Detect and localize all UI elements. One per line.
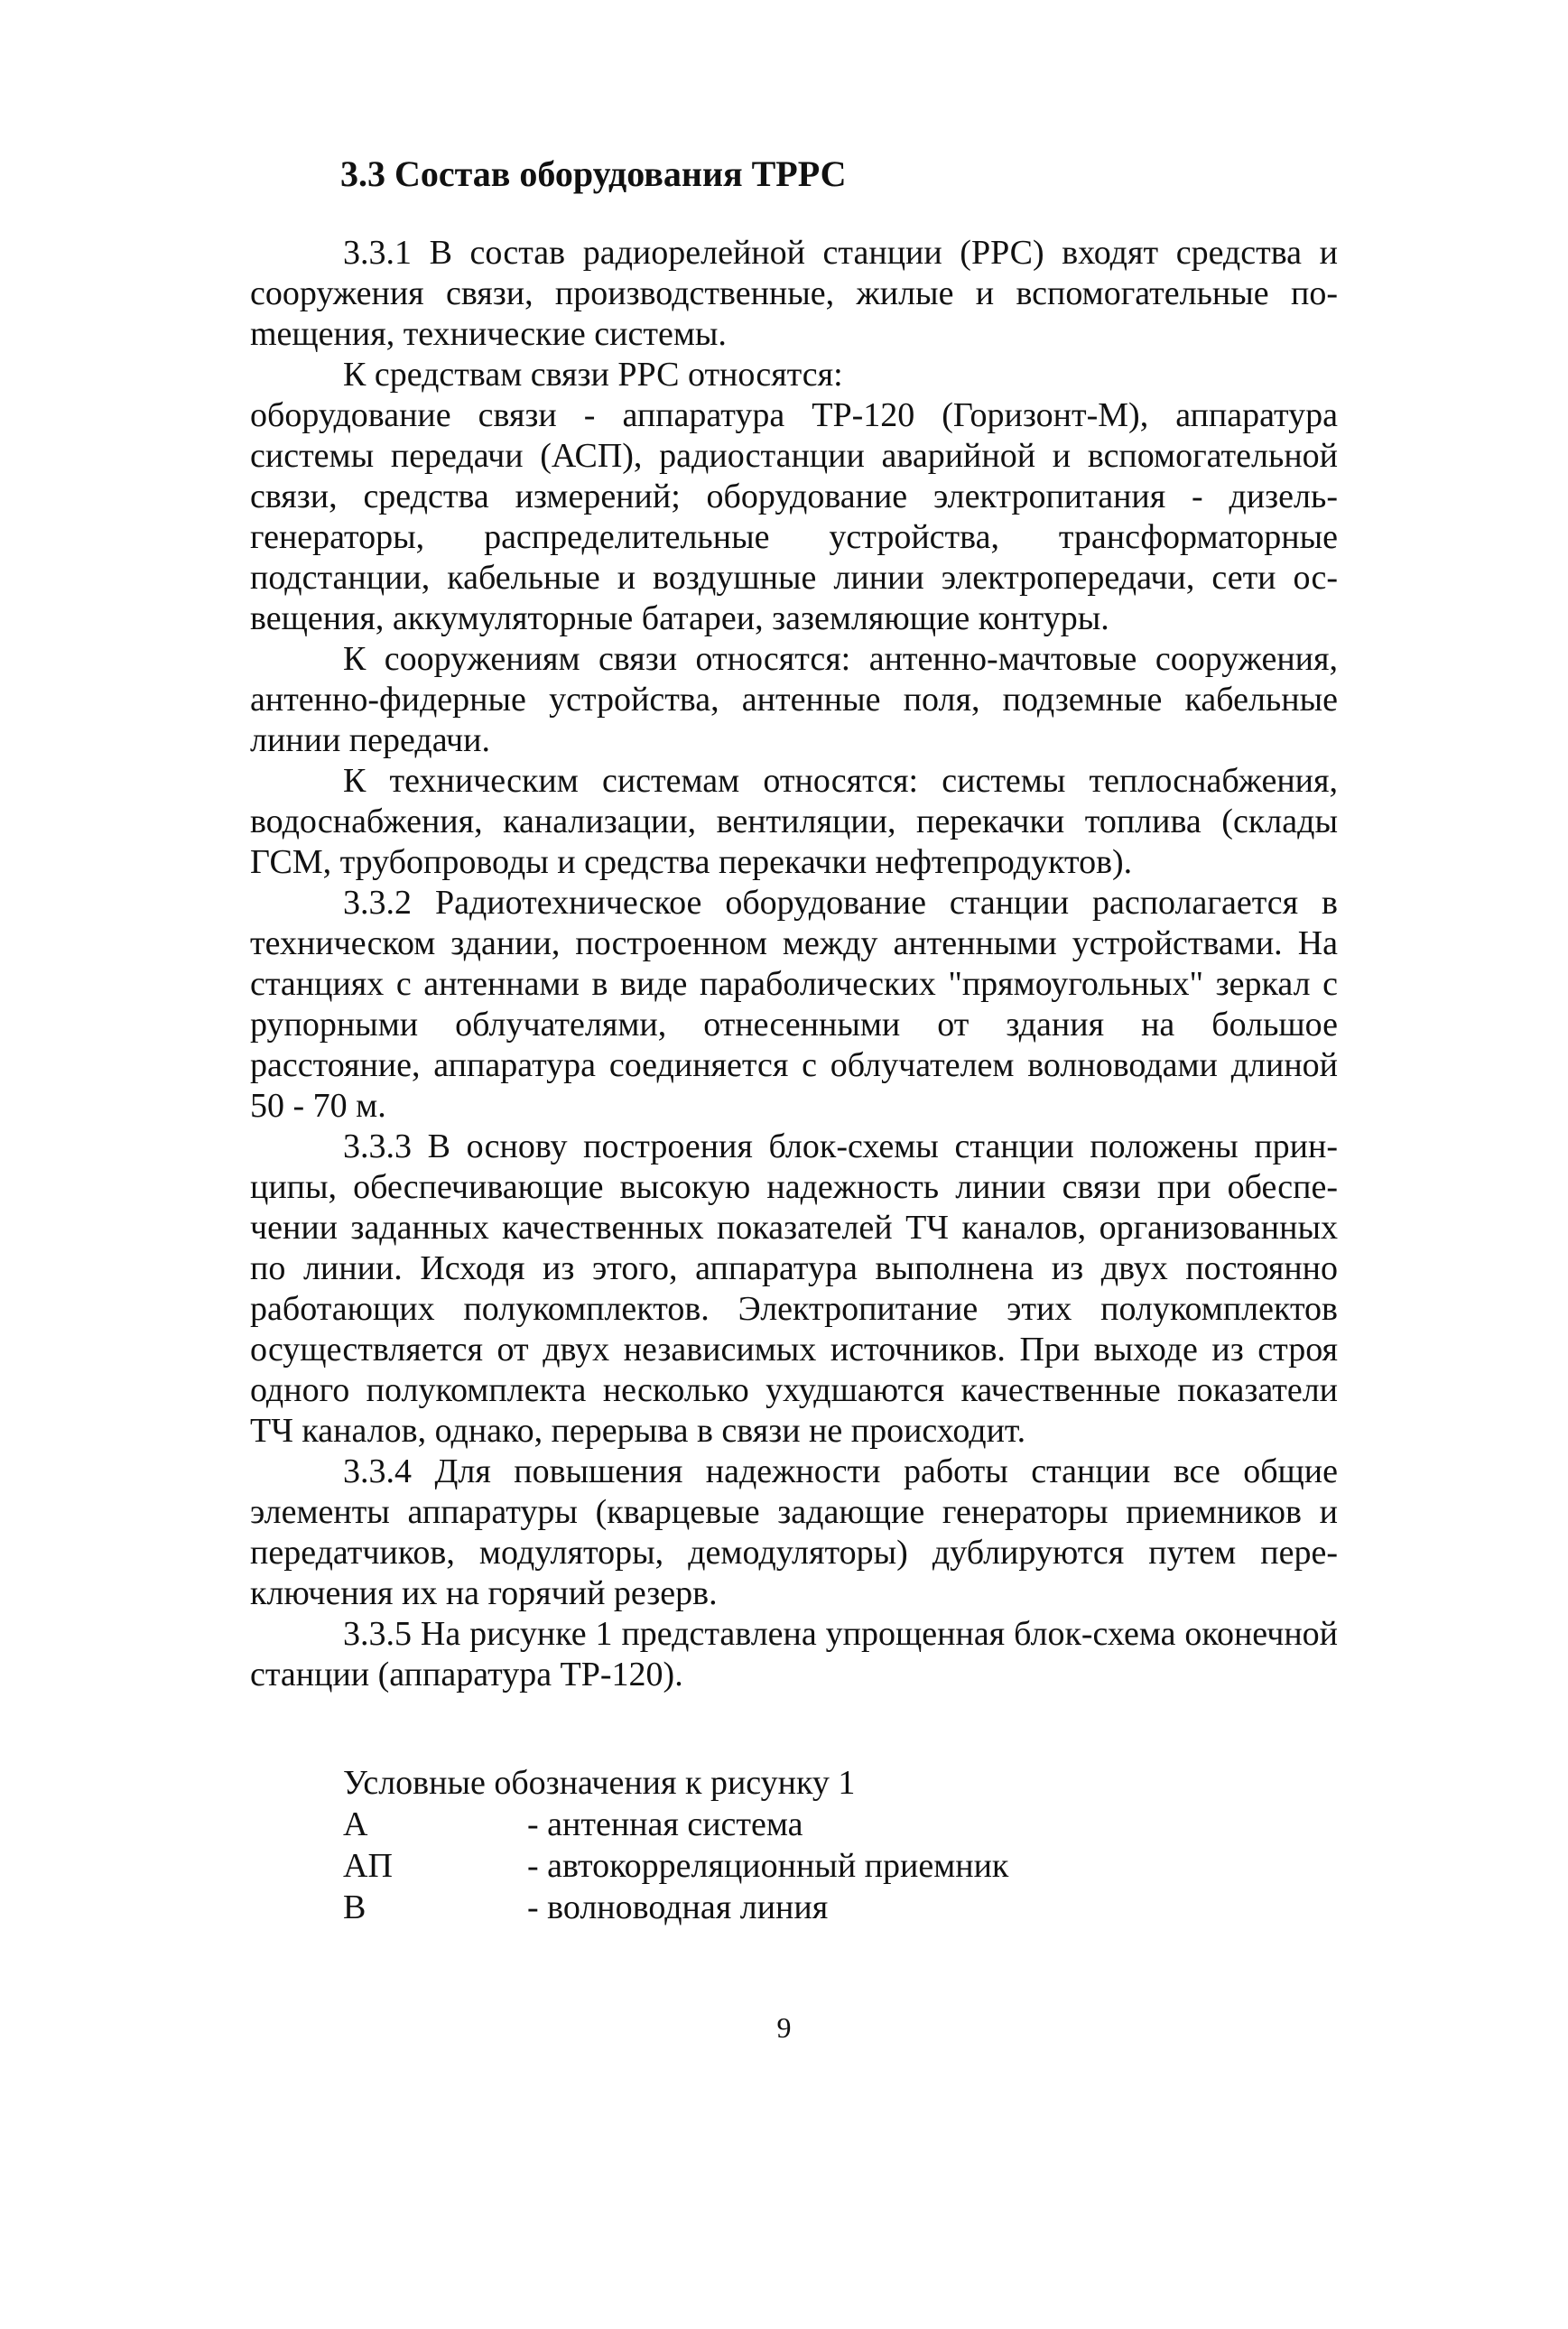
paragraph-communication-equipment: оборудование связи - аппаратура ТР-120 (Горизонт-М), аппаратура системы передачи (АСП), радиостанции аварийной и вспомогательной связи, средства измерений; оборудование электропитания - дизель-генераторы, распределительные устройства, трансформаторные подстанции, кабельные и воздушные линии электропередачи, сети освещения, аккумуляторные батареи, заземляющие контуры.	[250, 396, 1338, 637]
legend-desc: - автокорреляционный приемник	[527, 1847, 1009, 1885]
paragraph-3-3-3: 3.3.3 В основу построения блок-схемы станции положены принципы, обеспечивающие высокую надежность линии связи при обеспечении заданных качественных показателей ТЧ каналов, организованных по линии. Исходя из этого, аппаратура выполнена из двух постоянно работающих полукомплектов. Электропитание этих полукомплектов осуществляется от двух независимых источников. При выходе из строя одного полукомплекта несколько ухудшаются качественные показатели ТЧ каналов, однако, перерыва в связи не происходит.	[250, 1127, 1338, 1450]
section-heading: 3.3 Состав оборудования ТРРС	[340, 153, 847, 194]
paragraph-communication-means-intro: К средствам связи РРС относятся:	[343, 356, 843, 394]
paragraph-3-3-2: 3.3.2 Радиотехническое оборудование станции располагается в техническом здании, построенном между антенными устройствами. На станциях с антеннами в виде параболических "прямоугольных" зеркал с рупорными облучателями, отнесенными от здания на большое расстояние, аппаратура соединяется с облучателем волноводами длиной 50 - 70 м.	[250, 884, 1338, 1125]
paragraph-technical-systems: К техническим системам относятся: системы теплоснабжения, водоснабжения, канализации, вентиляции, перекачки топлива (склады ГСМ, трубопроводы и средства перекачки нефтепродуктов).	[250, 762, 1338, 881]
figure-legend	[343, 1762, 1338, 1928]
paragraph-communication-structures: К сооружениям связи относятся: антенно-мачтовые сооружения, антенно-фидерные устройства, антенные поля, подземные кабельные линии передачи.	[250, 640, 1338, 759]
legend-abbr: АП	[343, 1847, 393, 1885]
legend-abbr: В	[343, 1888, 366, 1926]
legend-item	[343, 1845, 1338, 1887]
legend-title: Условные обозначения к рисунку 1	[343, 1764, 856, 1802]
legend-item	[343, 1887, 1338, 1928]
paragraph-3-3-1: 3.3.1 В состав радиорелейной станции (РРС) входят средства и сооружения связи, производственные, жилые и вспомогательные поmещения, технические системы.	[250, 234, 1338, 353]
page-number: 9	[776, 2011, 792, 2044]
paragraph-3-3-4: 3.3.4 Для повышения надежности работы станции все общие элементы аппаратуры (кварцевые задающие генераторы приемников и передатчиков, модуляторы, демодуляторы) дублируются путем переключения их на горячий резерв.	[250, 1452, 1338, 1612]
document-page	[250, 152, 1338, 1928]
paragraph-3-3-5: 3.3.5 На рисунке 1 представлена упрощенная блок-схема оконечной станции (аппаратура ТР-120).	[250, 1615, 1338, 1693]
legend-desc: - антенная система	[527, 1805, 803, 1843]
legend-desc: - волноводная линия	[527, 1888, 829, 1926]
legend-item	[343, 1804, 1338, 1845]
legend-abbr: А	[343, 1805, 368, 1843]
